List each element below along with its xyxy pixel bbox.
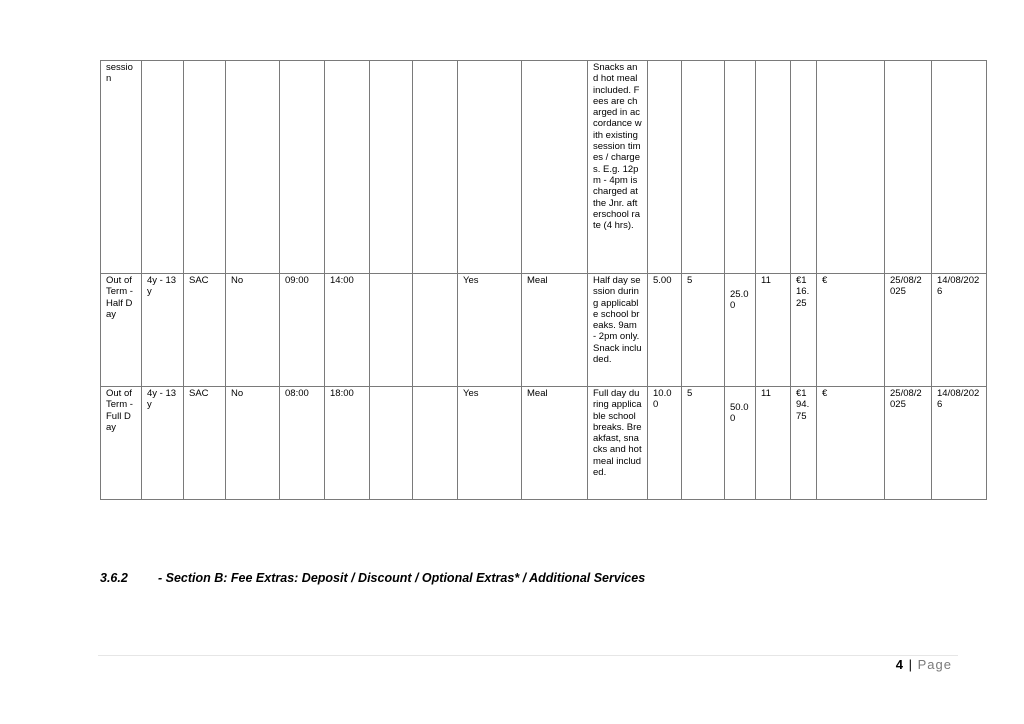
table-cell <box>413 387 458 500</box>
description-cell: Snacks and hot meal included. Fees are charged in accordance with existing session times / charges. E.g. 12pm - 4pm is charged at the Jnr. afterschool rate (4 hrs). <box>588 61 648 274</box>
fee-table <box>100 60 987 500</box>
table-cell: €116.25 <box>791 274 817 387</box>
table-cell: session <box>101 61 142 274</box>
table-cell <box>817 61 885 274</box>
table-cell <box>458 61 522 274</box>
end-date-cell: 14/08/2026 <box>932 274 987 387</box>
table-row <box>101 61 987 274</box>
page-footer <box>896 657 952 672</box>
table-cell: 5 <box>682 274 725 387</box>
age-range-cell: 4y - 13y <box>142 274 184 387</box>
table-cell <box>370 274 413 387</box>
description-cell: Full day during applicable school breaks. Breakfast, snacks and hot meal included. <box>588 387 648 500</box>
footer-divider <box>98 655 958 656</box>
start-time-cell: 08:00 <box>280 387 325 500</box>
table-cell: 25.00 <box>725 274 756 387</box>
session-name-cell: Out of Term - Half Day <box>101 274 142 387</box>
table-cell <box>413 61 458 274</box>
description-cell: Half day session during applicable school breaks. 9am - 2pm only. Snack included. <box>588 274 648 387</box>
table-cell <box>885 61 932 274</box>
table-cell <box>184 61 226 274</box>
footer-separator: | <box>908 657 913 672</box>
end-time-cell: 18:00 <box>325 387 370 500</box>
table-cell: Yes <box>458 387 522 500</box>
table-cell: Yes <box>458 274 522 387</box>
table-cell: €194.75 <box>791 387 817 500</box>
table-cell <box>522 61 588 274</box>
end-time-cell: 14:00 <box>325 274 370 387</box>
table-cell <box>325 61 370 274</box>
table-cell: Meal <box>522 274 588 387</box>
start-date-cell: 25/08/2025 <box>885 274 932 387</box>
section-title: - Section B: Fee Extras: Deposit / Discount / Optional Extras* / Additional Services <box>158 571 646 585</box>
table-cell: SAC <box>184 274 226 387</box>
section-number: 3.6.2 <box>100 571 128 585</box>
table-row <box>101 387 987 500</box>
table-cell <box>791 61 817 274</box>
table-cell: 11 <box>756 274 791 387</box>
session-name-cell: Out of Term - Full Day <box>101 387 142 500</box>
table-cell <box>682 61 725 274</box>
table-cell: 50.00 <box>725 387 756 500</box>
start-time-cell: 09:00 <box>280 274 325 387</box>
table-cell <box>370 387 413 500</box>
end-date-cell: 14/08/2026 <box>932 387 987 500</box>
table-cell <box>756 61 791 274</box>
page-number: 4 <box>895 657 904 672</box>
table-cell <box>280 61 325 274</box>
age-range-cell: 4y - 13y <box>142 387 184 500</box>
table-cell: SAC <box>184 387 226 500</box>
table-cell: 11 <box>756 387 791 500</box>
table-cell <box>413 274 458 387</box>
table-cell: Meal <box>522 387 588 500</box>
table-cell <box>932 61 987 274</box>
table-cell <box>142 61 184 274</box>
table-cell: No <box>226 274 280 387</box>
table-cell: 10.00 <box>648 387 682 500</box>
table-cell: 5 <box>682 387 725 500</box>
section-heading <box>100 571 645 585</box>
table-row <box>101 274 987 387</box>
table-cell <box>648 61 682 274</box>
table-cell <box>725 61 756 274</box>
start-date-cell: 25/08/2025 <box>885 387 932 500</box>
table-cell: € <box>817 387 885 500</box>
table-cell: No <box>226 387 280 500</box>
page-label: Page <box>917 657 952 672</box>
table-cell: € <box>817 274 885 387</box>
table-cell <box>370 61 413 274</box>
table-cell <box>226 61 280 274</box>
table-cell: 5.00 <box>648 274 682 387</box>
